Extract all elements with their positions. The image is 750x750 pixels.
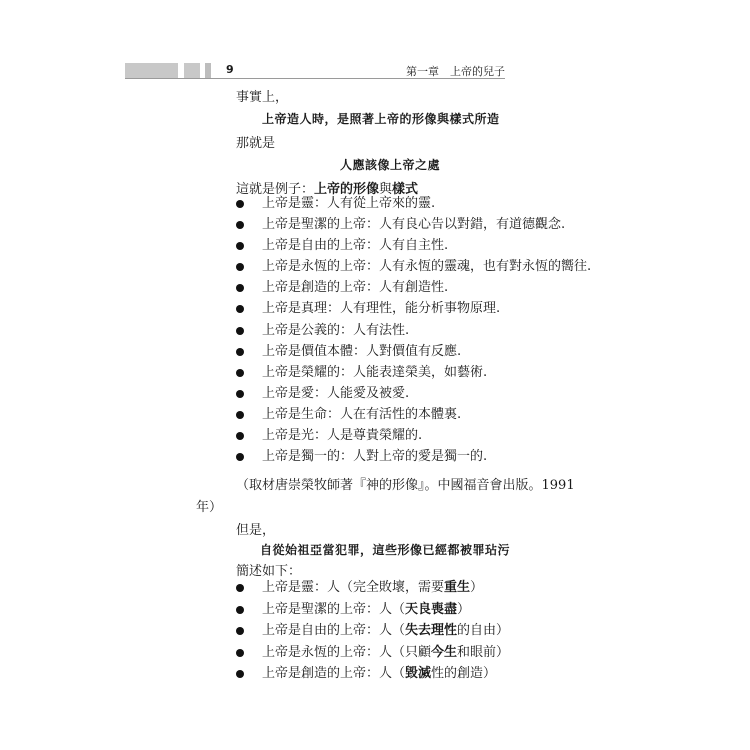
list-item-text: [262, 642, 509, 664]
example-prefix: 這就是例子：: [236, 182, 315, 197]
bullet-icon: [236, 390, 244, 398]
list-item-text: [262, 663, 496, 685]
bold-statement: 上帝造人時，是照著上帝的形像與樣式所造: [262, 112, 500, 126]
list-item-pre: 上帝是自由的上帝：人（: [262, 623, 406, 638]
list-item-pre: 上帝是靈：人（完全敗壞，需要: [262, 580, 445, 595]
header-rule: [125, 78, 505, 79]
bullet-icon: [236, 649, 244, 657]
list-item-text: 上帝是靈：人有從上帝來的靈.: [262, 196, 436, 211]
bullet-icon: [236, 606, 244, 614]
list-item-pre: 上帝是永恆的上帝：人（只顧: [262, 644, 432, 660]
bullet-icon: [236, 221, 244, 229]
bullet-icon: [236, 670, 244, 678]
list-item-text: 上帝是生命：人在有活性的本體裏.: [262, 406, 462, 422]
list-item-pre: 上帝是創造的上帝：人（: [262, 666, 406, 681]
but-line: 但是，: [236, 523, 276, 538]
list-item-bold: 毀滅: [405, 666, 432, 681]
list-item-text: [262, 577, 483, 599]
bullet-icon: [236, 432, 244, 440]
page-number: 9: [226, 63, 234, 76]
bullet-icon: [236, 284, 244, 292]
header-bar: [205, 63, 211, 78]
list-item-text: 上帝是聖潔的上帝：人有良心告以對錯，有道德觀念.: [262, 217, 566, 233]
bullet-icon: [236, 305, 244, 313]
bullet-icon: [236, 348, 244, 356]
list-item-bold: 天良喪盡: [405, 601, 458, 617]
bullet-icon: [236, 627, 244, 635]
bullet-icon: [236, 411, 244, 419]
header-decoration: [125, 63, 216, 78]
list-item-text: 上帝是愛：人能愛及被愛.: [262, 385, 410, 401]
intro-line: 那就是: [236, 136, 276, 151]
list-item-text: 上帝是永恆的上帝：人有永恆的靈魂，也有對永恆的嚮往.: [262, 259, 592, 275]
list-item-bold: 重生: [444, 580, 471, 595]
citation: （取材唐崇榮牧師著『神的形像』。中國福音會出版。1991: [236, 478, 575, 493]
citation: 年）: [196, 500, 223, 515]
bold-heading: 人應該像上帝之處: [340, 158, 441, 172]
bullet-icon: [236, 200, 244, 208]
list-item-post: 的自由）: [457, 623, 510, 638]
list-item-text: 上帝是價值本體：人對價值有反應.: [262, 343, 462, 359]
list-item-text: [262, 620, 509, 642]
list-item-post: 和眼前）: [457, 644, 510, 660]
header-bar: [125, 63, 178, 78]
example-mid: 與: [379, 182, 393, 197]
list-item-text: 上帝是獨一的：人對上帝的愛是獨一的.: [262, 449, 488, 465]
list-item-text: 上帝是自由的上帝：人有自主性.: [262, 238, 449, 254]
list-item-text: 上帝是公義的：人有法性.: [262, 322, 410, 338]
bullet-icon: [236, 327, 244, 335]
list-item-post: 性的創造）: [431, 666, 497, 681]
bullet-icon: [236, 263, 244, 271]
list-item-text: 上帝是創造的上帝：人有創造性.: [262, 280, 449, 296]
list-item-post: ）: [470, 580, 484, 595]
bullet-icon: [236, 369, 244, 377]
bullet-icon: [236, 584, 244, 592]
example-bold: 樣式: [392, 182, 419, 197]
bold-statement: 自從始祖亞當犯罪，這些形像已經都被罪玷污: [260, 543, 511, 557]
list-item-text: [262, 599, 470, 621]
list-item-post: ）: [457, 601, 471, 617]
header-bar: [184, 63, 200, 78]
bullet-icon: [236, 242, 244, 250]
bullet-icon: [236, 453, 244, 461]
list-item-text: 上帝是真理：人有理性，能分析事物原理.: [262, 301, 501, 317]
list-item-bold: 今生: [431, 644, 458, 660]
list-item-pre: 上帝是聖潔的上帝：人（: [262, 601, 406, 617]
intro-line: 事實上，: [236, 90, 289, 105]
summary-line: 簡述如下：: [236, 564, 302, 579]
list-item-text: 上帝是榮耀的：人能表達榮美，如藝術.: [262, 364, 488, 380]
chapter-title: 第一章 上帝的兒子: [406, 65, 505, 78]
list-item-text: 上帝是光：人是尊貴榮耀的.: [262, 428, 423, 444]
example-bold: 上帝的形像: [314, 182, 380, 197]
list-item-bold: 失去理性: [405, 623, 458, 638]
